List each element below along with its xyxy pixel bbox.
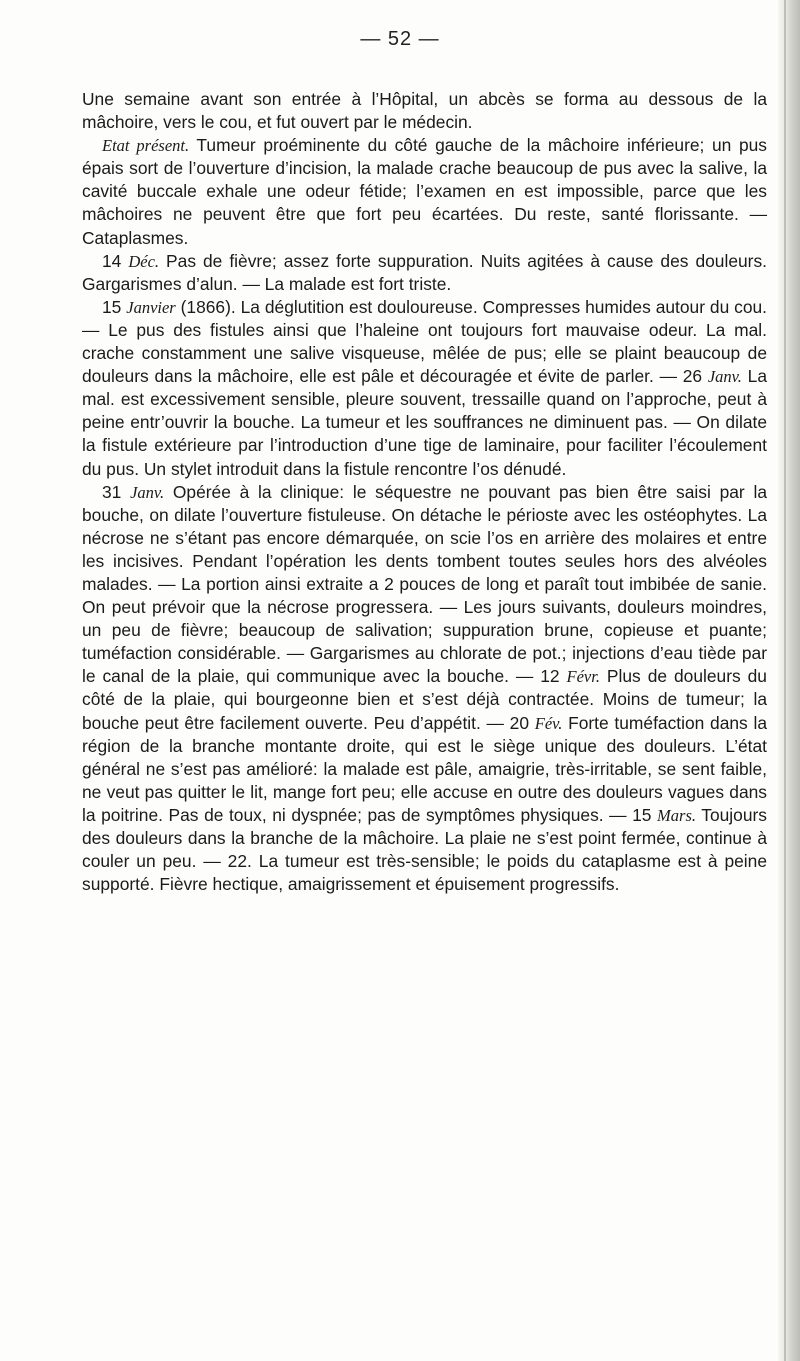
text-run: Opérée à la clinique: le séquestre ne pouvant pas bien être saisi par la bouche, on dilate l’ouverture fistuleuse. On détache le périoste avec les ostéophytes. La nécrose ne s’étant pas encore démarquée, on scie l’os en arrière des molaires et entre les incisives. Pendant l’opération les dents tombent toutes seules hors des alvéoles malades. — La portion ainsi extraite a 2 pouces de long et paraît tout imbibée de sanie. On peut prévoir que la nécrose progressera. — Les jours suivants, douleurs moindres, un peu de fièvre; beaucoup de salivation; suppuration brune, copieuse et puante; tuméfaction considérable. — Gargarismes au chlorate de pot.; injections d’eau tiède par le canal de la plaie, qui communique avec la bouche. — 12: [82, 481, 767, 687]
italic-date-label: Déc.: [128, 251, 160, 271]
text-run: 14: [102, 250, 129, 271]
paragraph-14-dec: [82, 250, 767, 296]
italic-date-label: Mars.: [657, 805, 697, 825]
paragraph-31-janv: [82, 481, 767, 897]
text-run: Forte tuméfaction dans la région de la branche montante droite, qui est le siège unique des douleurs. L’état général ne s’est pas amélioré: la malade est pâle, amaigrie, très-irritable, se sent faible, ne veut pas quitter le lit, mange fort peu; elle accuse en outre des douleurs vagues dans la poitrine. Pas de toux, ni dyspnée; pas de symptômes physiques. — 15: [82, 712, 767, 825]
italic-date-label: Févr.: [566, 667, 600, 687]
page-number: — 52 —: [360, 28, 440, 50]
italic-date-label: Etat présent.: [102, 136, 190, 156]
text-run: Pas de fièvre; assez forte suppuration. Nuits agitées à cause des douleurs. Gargarismes d’alun. — La malade est fort triste.: [82, 250, 767, 294]
paragraph-intro: [82, 88, 767, 134]
paragraph-etat-present: [82, 134, 767, 249]
italic-date-label: Janv.: [707, 367, 742, 387]
italic-date-label: Janv.: [130, 482, 165, 502]
page-edge-line: [784, 0, 786, 1361]
text-run: Plus de douleurs du côté de la plaie, qui bourgeonne bien et s’est déjà contractée. Moins de tumeur; la bouche peut être facilement ouverte. Peu d’appétit. — 20: [82, 666, 767, 733]
text-run: La mal. est excessivement sensible, pleure souvent, tressaille quand on l’approche, peut à peine entr’ouvrir la bouche. La tumeur et les souffrances ne diminuent pas. — On dilate la fistule extérieure par l’introduction d’une tige de laminaire, pour faciliter l’écoulement du pus. Un stylet introduit dans la fistule rencontre l’os dénudé.: [82, 366, 767, 479]
paragraph-15-janvier: [82, 296, 767, 481]
text-run: 31: [102, 481, 131, 502]
text-run: Une semaine avant son entrée à l’Hôpital, un abcès se forma au dessous de la mâchoire, vers le cou, et fut ouvert par le médecin.: [82, 89, 767, 133]
italic-date-label: Fév.: [534, 713, 563, 733]
text-run: Toujours des douleurs dans la branche de la mâchoire. La plaie ne s’est point fermée, continue à couler un peu. — 22. La tumeur est très-sensible; le poids du cataplasme est à peine supporté. Fièvre hectique, amaigrissement et épuisement progressifs.: [82, 804, 767, 895]
text-run: (1866). La déglutition est douloureuse. Compresses humides autour du cou. — Le pus des fistules ainsi que l’haleine ont toujours fort mauvaise odeur. La mal. crache constamment une salive visqueuse, mêlée de pus; elle se plaint beaucoup de douleurs dans la mâchoire, elle est pâle et découragée et évite de parler. — 26: [82, 296, 768, 387]
text-run: Tumeur proéminente du côté gauche de la mâchoire inférieure; un pus épais sort de l’ouverture d’incision, la malade crache beaucoup de pus avec la salive, la cavité buccale exhale une odeur fétide; l’examen en est impossible, parce que les mâchoires ne peuvent être que fort peu écartées. Du reste, santé florissante. — Cataplasmes.: [82, 135, 768, 248]
italic-date-label: Janvier: [126, 297, 176, 317]
text-run: 15: [102, 296, 127, 317]
scanned-page-edge: [778, 0, 800, 1361]
body-text: [82, 88, 767, 896]
